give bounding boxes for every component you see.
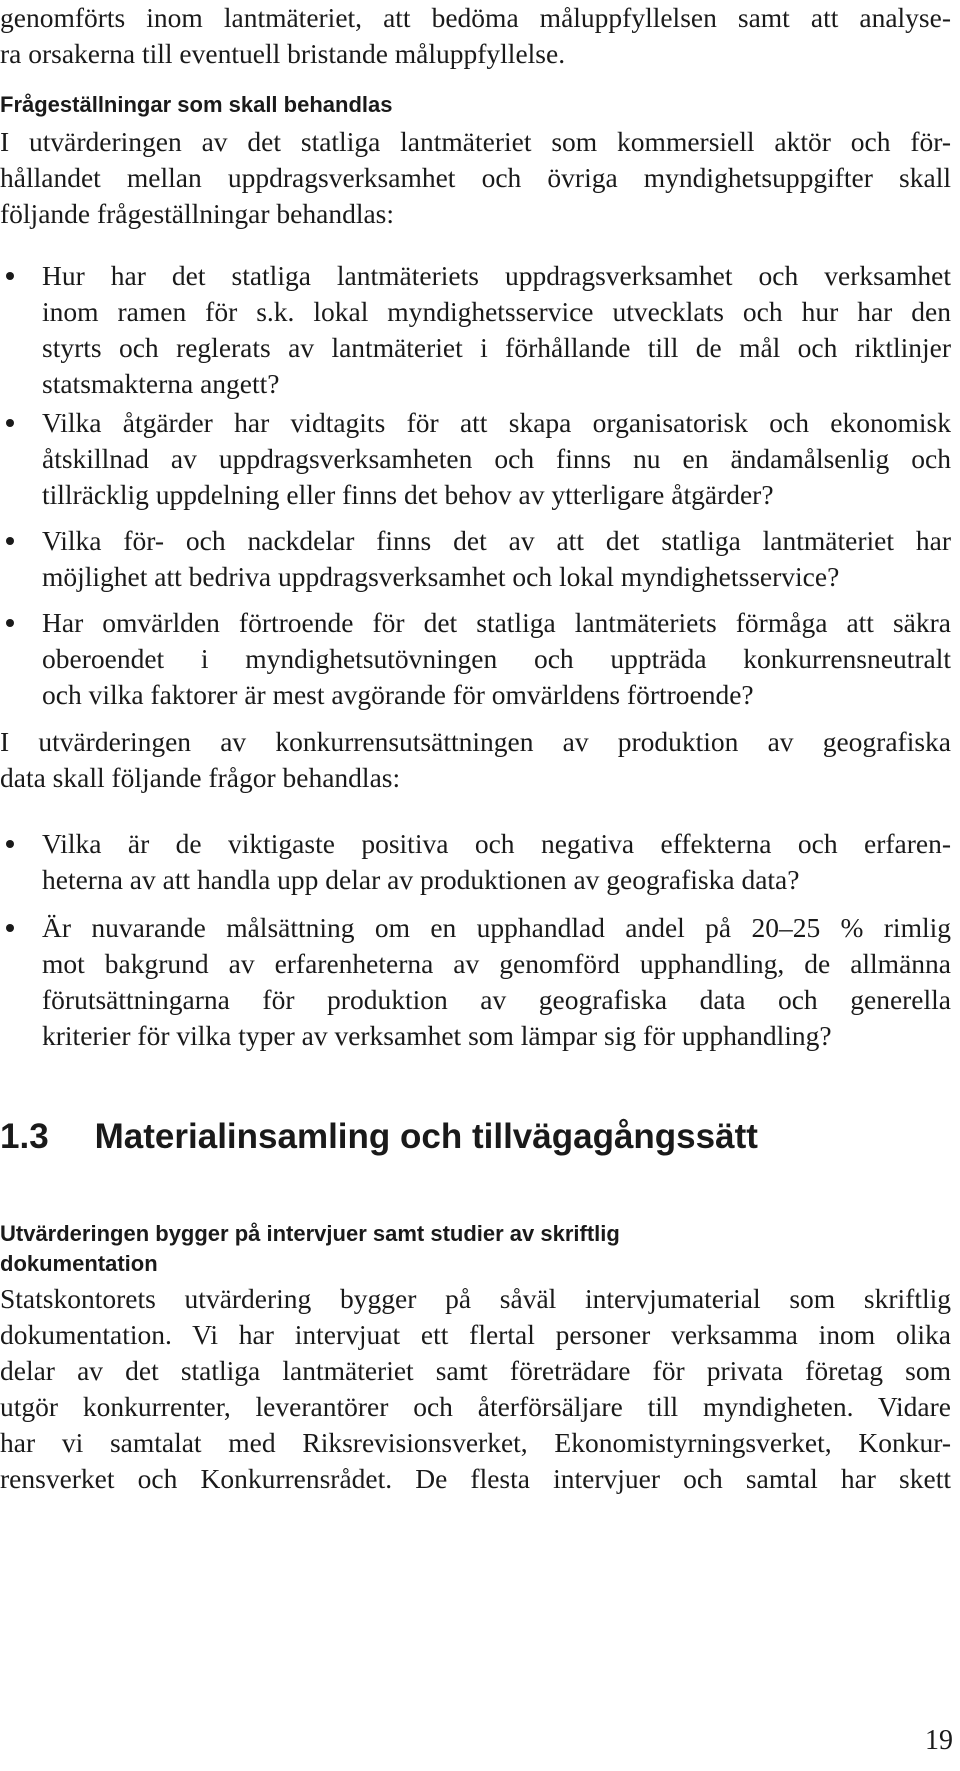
list-item-text — [42, 258, 951, 402]
questions-intro-paragraph — [0, 124, 951, 232]
text-line: följande frågeställningar behandlas: — [0, 198, 395, 229]
section-title — [0, 1115, 951, 1159]
text-line: möjlighet att bedriva uppdragsverksamhet och lokal myndighetsservice? — [42, 561, 840, 592]
section-title-text: Materialinsamling och tillvägagångssätt — [94, 1117, 758, 1156]
bullet-icon — [6, 840, 14, 848]
bullet-icon — [6, 272, 14, 280]
bullet-icon — [6, 537, 14, 545]
text-line: mot bakgrund av erfarenheterna av genomförd upphandling, de allmänna — [42, 948, 951, 979]
text-line: Statskontorets utvärdering bygger på såväl intervjumaterial som skriftlig — [0, 1283, 951, 1314]
intro-paragraph — [0, 0, 951, 72]
text-line: dokumentation. Vi har intervjuat ett flertal personer verksamma inom olika — [0, 1319, 951, 1350]
text-line: Vilka är de viktigaste positiva och negativa effekterna och erfaren- — [42, 828, 951, 859]
subheading — [0, 1219, 951, 1279]
text-line: utgör konkurrenter, leverantörer och återförsäljare till myndigheten. Vidare — [0, 1391, 951, 1422]
bullet-icon — [6, 419, 14, 427]
page-number: 19 — [925, 1725, 953, 1756]
list-item-text — [42, 405, 951, 513]
text-line: heterna av att handla upp delar av produktionen av geografiska data? — [42, 864, 800, 895]
text-line: Är nuvarande målsättning om en upphandlad andel på 20–25 % rimlig — [42, 912, 951, 943]
text-line: Utvärderingen bygger på intervjuer samt studier av skriftlig — [0, 1221, 620, 1246]
text-line: Vilka för- och nackdelar finns det av att det statliga lantmäteriet har — [42, 525, 951, 556]
bullet-icon — [6, 619, 14, 627]
bullet-icon — [6, 924, 14, 932]
text-line: I utvärderingen av konkurrensutsättningen av produktion av geografiska — [0, 726, 951, 757]
text-line: förutsättningarna för produktion av geografiska data och generella — [42, 984, 951, 1015]
text-line: har vi samtalat med Riksrevisionsverket, Ekonomistyrningsverket, Konkur- — [0, 1427, 951, 1458]
text-line: oberoendet i myndighetsutövningen och uppträda konkurrensneutralt — [42, 643, 951, 674]
text-line: och vilka faktorer är mest avgörande för omvärldens förtroende? — [42, 679, 754, 710]
text-line: Hur har det statliga lantmäteriets uppdragsverksamhet och verksamhet — [42, 260, 951, 291]
text-line: inom ramen för s.k. lokal myndighetsservice utvecklats och hur har den — [42, 296, 951, 327]
list-item-text — [42, 523, 951, 595]
competition-intro-paragraph — [0, 724, 951, 796]
body-paragraph — [0, 1281, 951, 1497]
section-heading: Frågeställningar som skall behandlas — [0, 92, 393, 117]
list-item-text — [42, 826, 951, 898]
text-line: åtskillnad av uppdragsverksamheten och finns nu en ändamålsenlig och — [42, 443, 951, 474]
section-number: 1.3 — [0, 1117, 49, 1156]
text-line: tillräcklig uppdelning eller finns det behov av ytterligare åtgärder? — [42, 479, 774, 510]
text-line: styrts och reglerats av lantmäteriet i förhållande till de mål och riktlinjer — [42, 332, 951, 363]
text-line: I utvärderingen av det statliga lantmäteriet som kommersiell aktör och för- — [0, 126, 951, 157]
text-line: rensverket och Konkurrensrådet. De flesta intervjuer och samtal har skett — [0, 1463, 951, 1494]
text-line: hållandet mellan uppdragsverksamhet och övriga myndighetsuppgifter skall — [0, 162, 951, 193]
text-line: Vilka åtgärder har vidtagits för att skapa organisatorisk och ekonomisk — [42, 407, 951, 438]
list-item-text — [42, 910, 951, 1054]
text-line: dokumentation — [0, 1251, 158, 1276]
text-line: delar av det statliga lantmäteriet samt företrädare för privata företag som — [0, 1355, 951, 1386]
text-line: Har omvärlden förtroende för det statliga lantmäteriets förmåga att säkra — [42, 607, 951, 638]
text-line: statsmakterna angett? — [42, 368, 280, 399]
text-line: genomförts inom lantmäteriet, att bedöma måluppfyllelsen samt att analyse- — [0, 2, 951, 33]
list-item-text — [42, 605, 951, 713]
text-line: data skall följande frågor behandlas: — [0, 762, 401, 793]
text-line: ra orsakerna till eventuell bristande måluppfyllelse. — [0, 38, 566, 69]
text-line: kriterier för vilka typer av verksamhet som lämpar sig för upphandling? — [42, 1020, 832, 1051]
